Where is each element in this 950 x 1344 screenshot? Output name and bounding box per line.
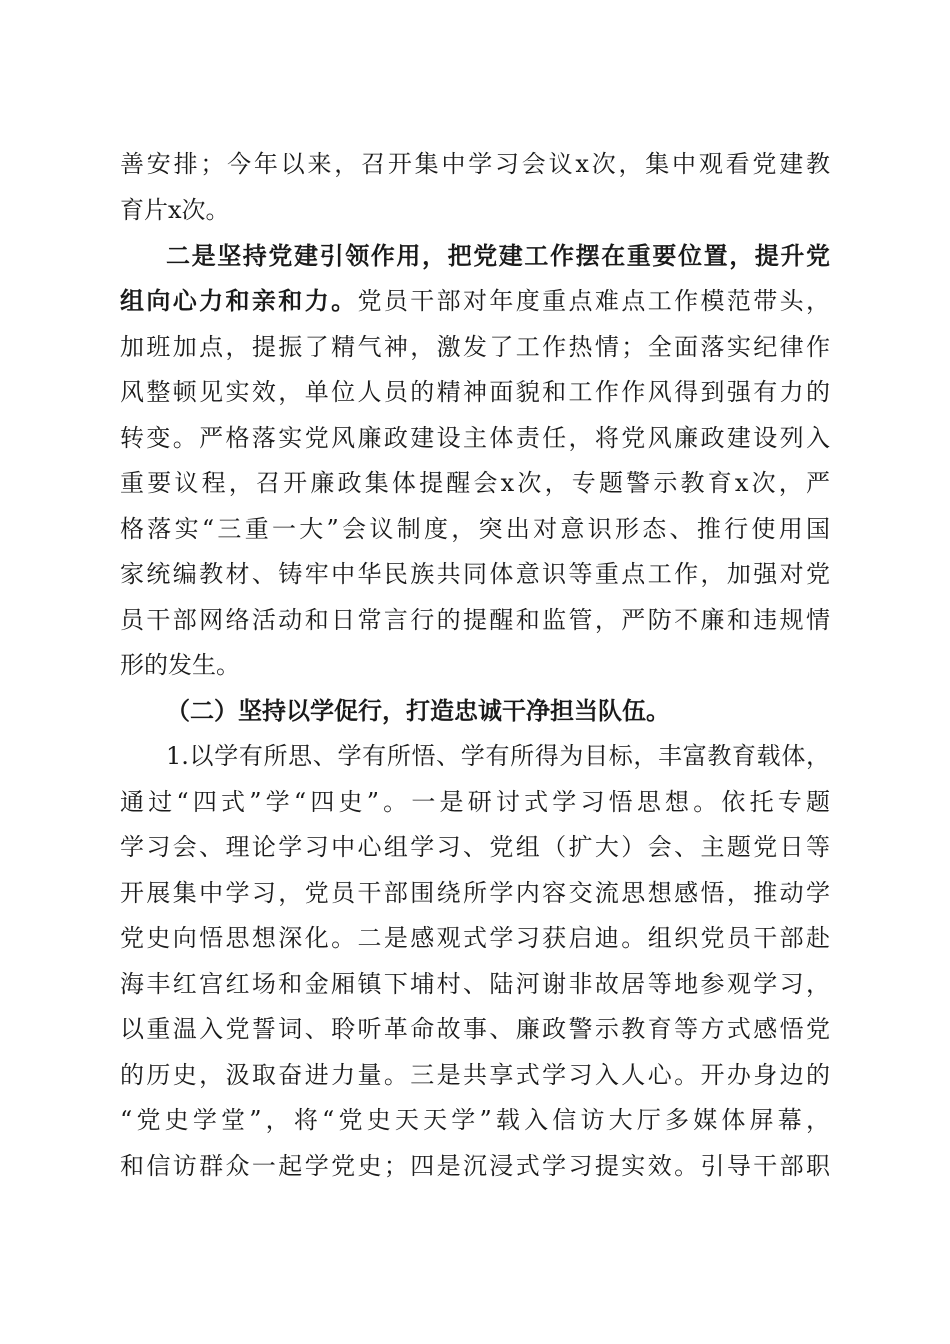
body-text-line: 以重温入党誓词、聆听革命故事、廉政警示教育等方式感悟党 — [120, 1015, 830, 1043]
body-text-line: 开展集中学习，党员干部围绕所学内容交流思想感悟，推动学 — [120, 879, 830, 907]
body-text-line: 善安排；今年以来，召开集中学习会议x次，集中观看党建教 — [120, 150, 830, 178]
body-text-line: 通过“四式”学“四史”。一是研讨式学习悟思想。依托专题 — [120, 788, 830, 816]
section-heading: （二）坚持以学促行，打造忠诚干净担当队伍。 — [166, 696, 670, 725]
body-text-line: 1.以学有所思、学有所悟、学有所得为目标，丰富教育载体， — [166, 742, 830, 770]
bold-lead-sentence: 二是坚持党建引领作用，把党建工作摆在重要位置，提升党 — [166, 241, 830, 270]
body-text-line: 格落实“三重一大”会议制度，突出对意识形态、推行使用国 — [120, 515, 830, 543]
body-text-line: 家统编教材、铸牢中华民族共同体意识等重点工作，加强对党 — [120, 560, 830, 588]
body-text-line: 育片x次。 — [120, 196, 230, 224]
body-text-line: 的历史，汲取奋进力量。三是共享式学习入人心。开办身边的 — [120, 1061, 830, 1089]
body-text-line: 重要议程，召开廉政集体提醒会x次，专题警示教育x次，严 — [120, 469, 830, 497]
body-text-line: 转变。严格落实党风廉政建设主体责任，将党风廉政建设列入 — [120, 424, 830, 452]
body-text-line — [120, 281, 830, 321]
body-text-line: 党史向悟思想深化。二是感观式学习获启迪。组织党员干部赴 — [120, 924, 830, 952]
body-text-line: 形的发生。 — [120, 651, 240, 679]
body-text-line: 学习会、理论学习中心组学习、党组（扩大）会、主题党日等 — [120, 833, 830, 861]
body-text-line: 风整顿见实效，单位人员的精神面貌和工作作风得到强有力的 — [120, 378, 830, 406]
body-text-line: “党史学堂”，将“党史天天学”载入信访大厅多媒体屏幕， — [120, 1106, 830, 1134]
bold-lead-sentence-end: 组向心力和亲和力。 — [120, 286, 358, 315]
body-text-line: 海丰红宫红场和金厢镇下埔村、陆河谢非故居等地参观学习， — [120, 970, 830, 998]
body-text-span: 党员干部对年度重点难点工作模范带头， — [357, 287, 830, 315]
body-text-line: 加班加点，提振了精气神，激发了工作热情；全面落实纪律作 — [120, 333, 830, 361]
body-text-line: 和信访群众一起学党史；四是沉浸式学习提实效。引导干部职 — [120, 1152, 830, 1180]
body-text-line: 员干部网络活动和日常言行的提醒和监管，严防不廉和违规情 — [120, 606, 830, 634]
